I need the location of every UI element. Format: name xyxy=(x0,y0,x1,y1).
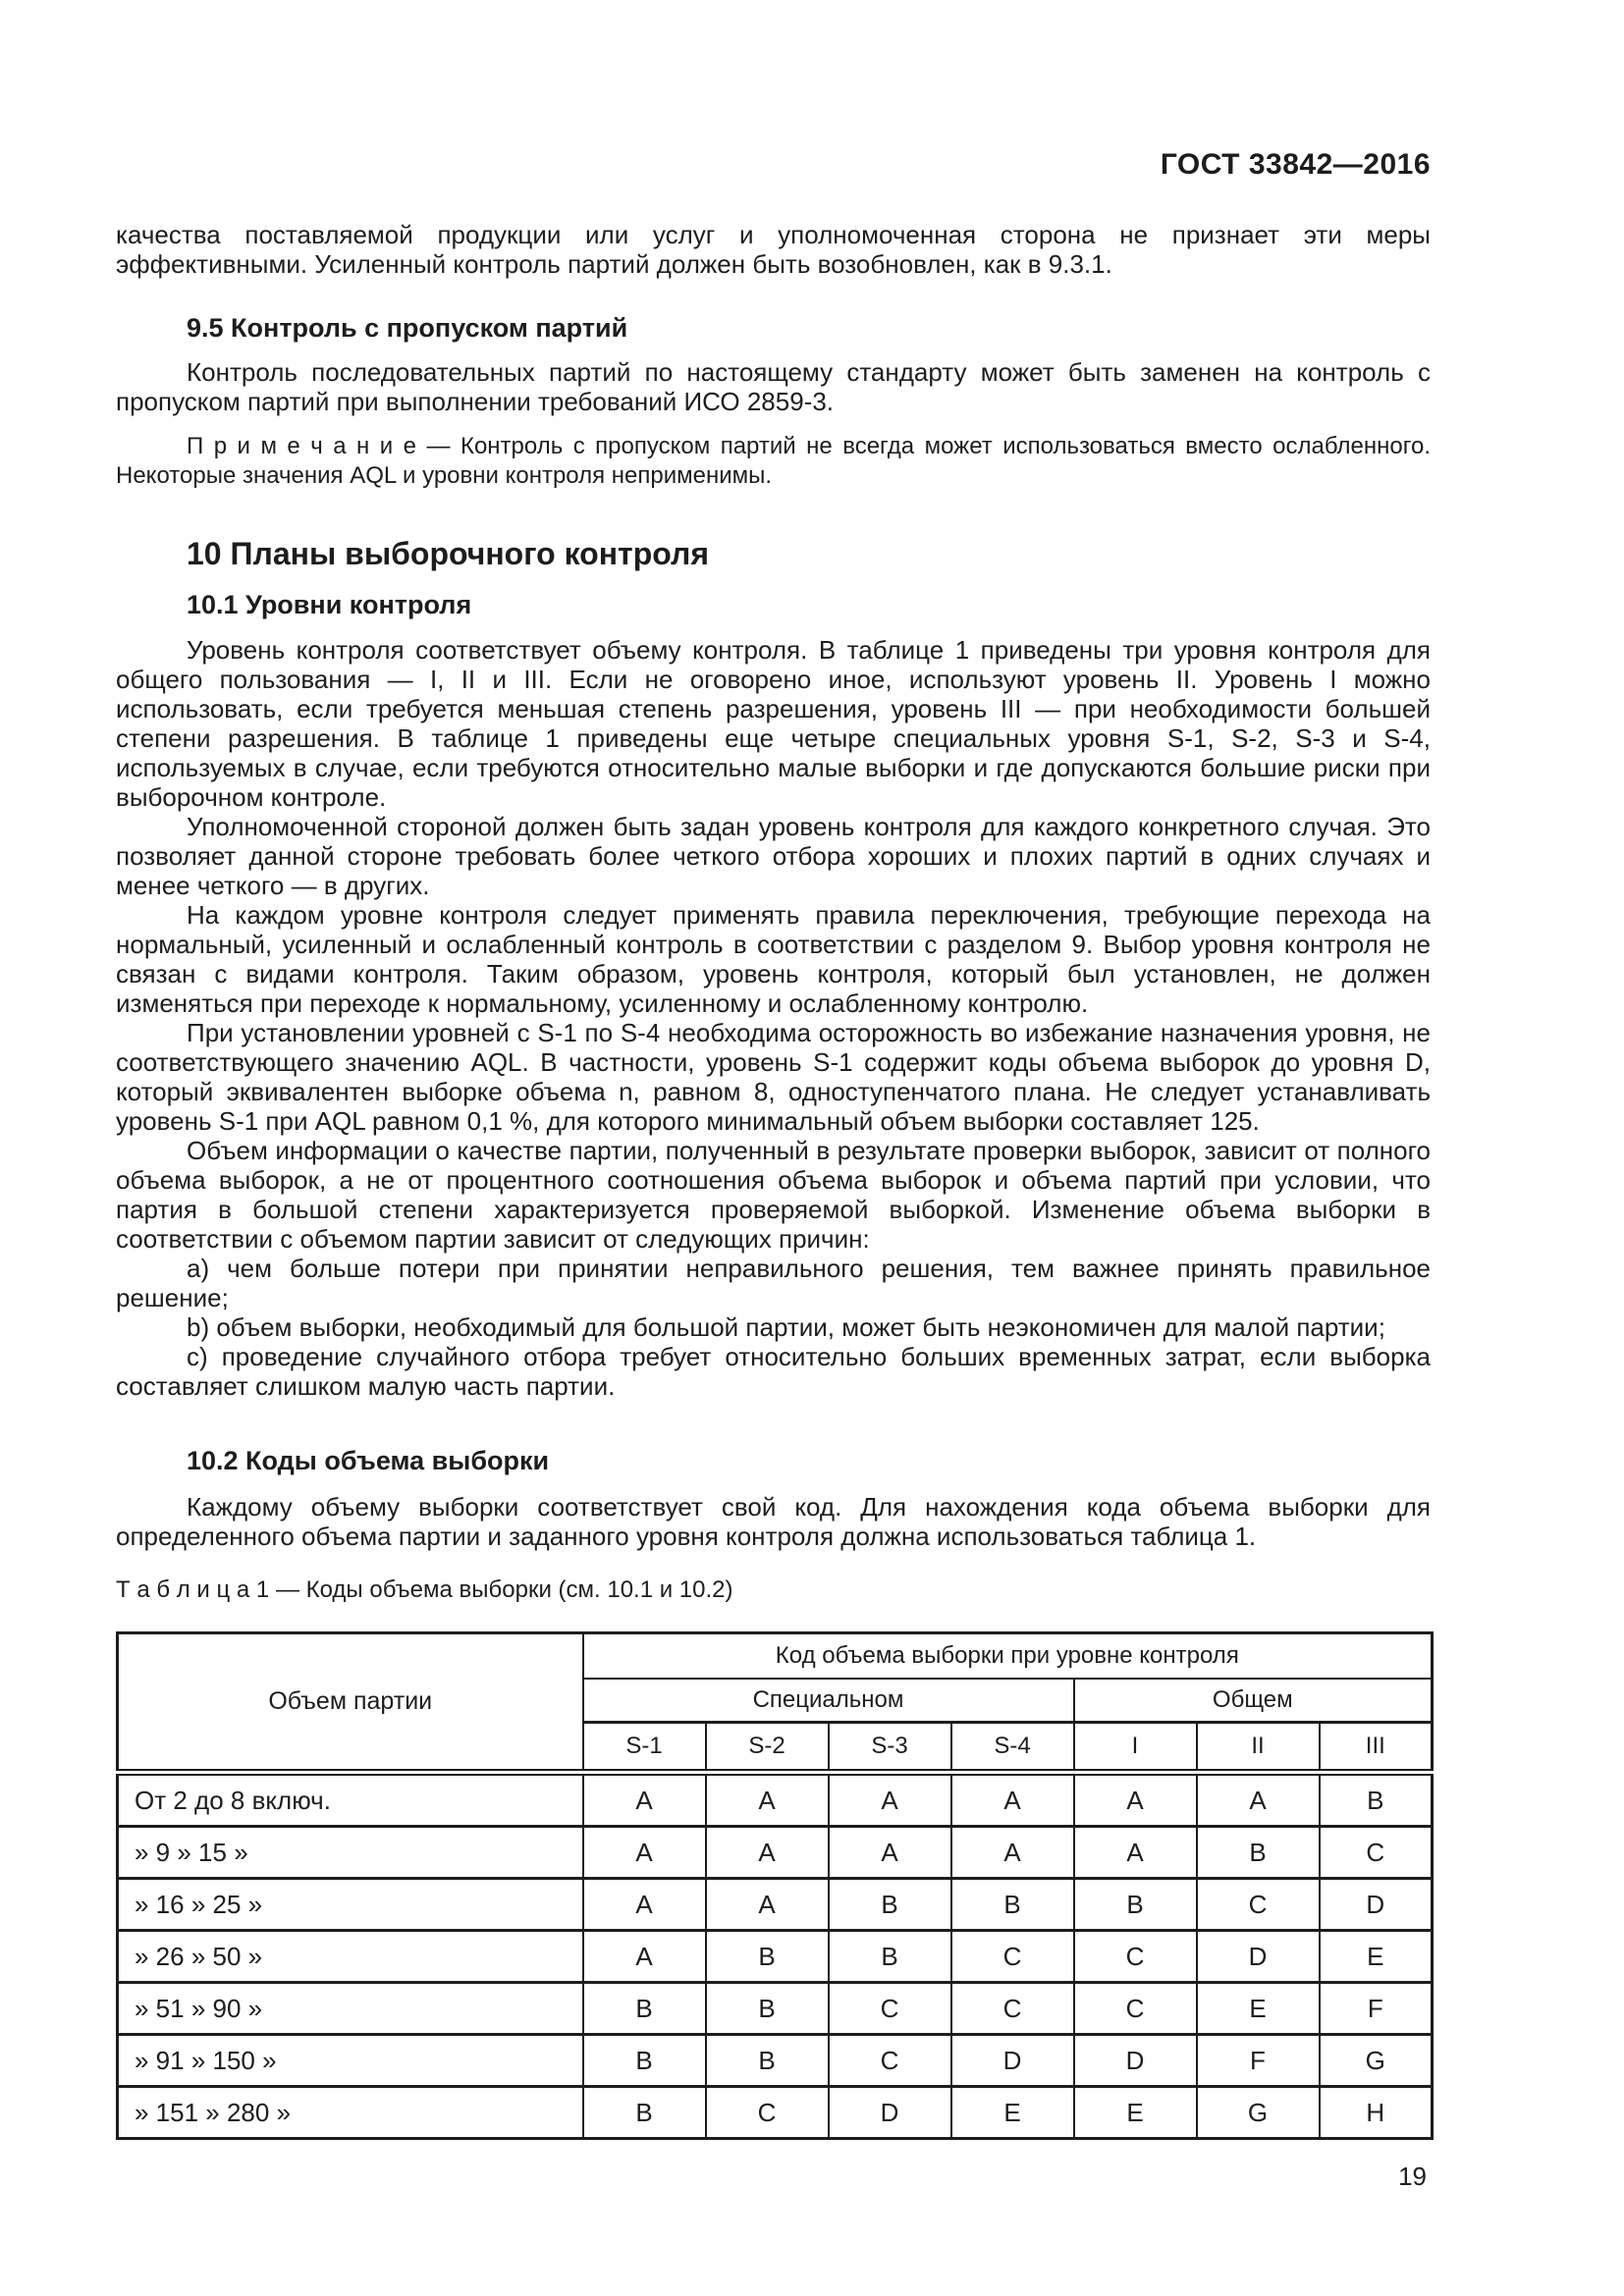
lot-size-cell: » 9 » 15 » xyxy=(118,1827,583,1879)
code-cell: B xyxy=(583,1983,706,2035)
code-cell: C xyxy=(829,2035,951,2087)
table-header-level: II xyxy=(1197,1723,1320,1773)
code-cell: B xyxy=(1074,1879,1197,1931)
code-cell: B xyxy=(706,1931,829,1983)
paragraph-continuation: качества поставляемой продукции или услуг и уполномоченная сторона не признает эти меры эффективными. Усиленный контроль партий должен быть возобновлен, как в 9.3.1. xyxy=(116,220,1431,279)
list-item-b: b) объем выборки, необходимый для большой партии, может быть неэкономичен для малой партии; xyxy=(187,1312,1385,1342)
code-cell: A xyxy=(829,1827,951,1879)
code-cell: D xyxy=(1197,1931,1320,1983)
table-header-lot-size: Объем партии xyxy=(118,1633,583,1773)
heading-10-1: 10.1 Уровни контроля xyxy=(187,590,472,619)
code-cell: B xyxy=(706,2035,829,2087)
table-sample-size-codes xyxy=(116,1631,1434,2140)
code-cell: B xyxy=(1197,1827,1320,1879)
table-caption: Т а б л и ц а 1 — Коды объема выборки (см. 10.1 и 10.2) xyxy=(116,1576,733,1603)
code-cell: B xyxy=(583,2087,706,2139)
table-row xyxy=(118,1773,1433,1827)
page-number: 19 xyxy=(1398,2162,1427,2191)
code-cell: F xyxy=(1197,2035,1320,2087)
code-cell: A xyxy=(583,1773,706,1827)
heading-9-5: 9.5 Контроль с пропуском партий xyxy=(187,313,628,343)
code-cell: A xyxy=(706,1879,829,1931)
code-cell: C xyxy=(951,1983,1074,2035)
list-item-a: a) чем больше потери при принятии неправильного решения, тем важнее принять правильное решение; xyxy=(116,1254,1431,1312)
code-cell: G xyxy=(1320,2035,1433,2087)
table-header-general: Общем xyxy=(1074,1679,1433,1723)
code-cell: C xyxy=(1074,1931,1197,1983)
lot-size-cell: От 2 до 8 включ. xyxy=(118,1773,583,1827)
table-header-level: I xyxy=(1074,1723,1197,1773)
code-cell: B xyxy=(951,1879,1074,1931)
lot-size-cell: » 151 » 280 » xyxy=(118,2087,583,2139)
table-row xyxy=(118,1827,1433,1879)
table-header-level: S-1 xyxy=(583,1723,706,1773)
lot-size-cell: » 51 » 90 » xyxy=(118,1983,583,2035)
code-cell: C xyxy=(951,1931,1074,1983)
code-cell: C xyxy=(1074,1983,1197,2035)
table-header-level: S-4 xyxy=(951,1723,1074,1773)
paragraph-10-1-b: Уполномоченной стороной должен быть задан уровень контроля для каждого конкретного случая. Это позволяет данной стороне требовать более четкого отбора хороших и плохих партий в одних случаях и менее четкого — в других. xyxy=(116,812,1431,900)
table-header-code: Код объема выборки при уровне контроля xyxy=(583,1633,1433,1680)
lot-size-cell: » 16 » 25 » xyxy=(118,1879,583,1931)
code-cell: C xyxy=(1320,1827,1433,1879)
code-cell: B xyxy=(1320,1773,1433,1827)
code-cell: B xyxy=(583,2035,706,2087)
code-cell: H xyxy=(1320,2087,1433,2139)
code-cell: E xyxy=(951,2087,1074,2139)
code-cell: D xyxy=(829,2087,951,2139)
code-cell: A xyxy=(583,1931,706,1983)
code-cell: A xyxy=(951,1827,1074,1879)
code-cell: D xyxy=(951,2035,1074,2087)
table-row xyxy=(118,1983,1433,2035)
paragraph-10-2: Каждому объему выборки соответствует свой код. Для нахождения кода объема выборки для определенного объема партии и заданного уровня контроля должна использоваться таблица 1. xyxy=(116,1492,1431,1551)
table-row xyxy=(118,1879,1433,1931)
paragraph-10-1-a: Уровень контроля соответствует объему контроля. В таблице 1 приведены три уровня контроля для общего пользования — I, II и III. Если не оговорено иное, используют уровень II. Уровень I можно использовать, если требуется меньшая степень разрешения, уровень III — при необходимости большей степени разрешения. В таблице 1 приведены еще четыре специальных уровня S-1, S-2, S-3 и S-4, используемых в случае, если требуются относительно малые выборки и где допускаются большие риски при выборочном контроле. xyxy=(116,635,1431,812)
heading-10: 10 Планы выборочного контроля xyxy=(187,536,709,571)
code-cell: A xyxy=(1074,1773,1197,1827)
table-header-level: S-2 xyxy=(706,1723,829,1773)
table-row xyxy=(118,2035,1433,2087)
code-cell: C xyxy=(1197,1879,1320,1931)
lot-size-cell: » 91 » 150 » xyxy=(118,2035,583,2087)
lot-size-cell: » 26 » 50 » xyxy=(118,1931,583,1983)
page-content xyxy=(116,147,1431,2191)
code-cell: B xyxy=(829,1931,951,1983)
code-cell: C xyxy=(706,2087,829,2139)
code-cell: G xyxy=(1197,2087,1320,2139)
table-header-special: Специальном xyxy=(583,1679,1074,1723)
table-row xyxy=(118,2087,1433,2139)
code-cell: A xyxy=(1074,1827,1197,1879)
code-cell: E xyxy=(1074,2087,1197,2139)
code-cell: A xyxy=(706,1827,829,1879)
table-row xyxy=(118,1931,1433,1983)
code-cell: E xyxy=(1197,1983,1320,2035)
code-cell: A xyxy=(829,1773,951,1827)
paragraph-10-1-c: На каждом уровне контроля следует применять правила переключения, требующие перехода на нормальный, усиленный и ослабленный контроль в соответствии с разделом 9. Выбор уровня контроля не связан с видами контроля. Таким образом, уровень контроля, который был установлен, не должен изменяться при переходе к нормальному, усиленному и ослабленному контролю. xyxy=(116,900,1431,1018)
code-cell: A xyxy=(951,1773,1074,1827)
list-item-c: c) проведение случайного отбора требует относительно больших временных затрат, если выборка составляет слишком малую часть партии. xyxy=(116,1342,1431,1401)
code-cell: E xyxy=(1320,1931,1433,1983)
doc-number: ГОСТ 33842—2016 xyxy=(1160,148,1431,181)
code-cell: D xyxy=(1320,1879,1433,1931)
code-cell: F xyxy=(1320,1983,1433,2035)
code-cell: B xyxy=(829,1879,951,1931)
code-cell: A xyxy=(1197,1773,1320,1827)
paragraph-10-1-e: Объем информации о качестве партии, полученный в результате проверки выборок, зависит от полного объема выборок, а не от процентного соотношения объема выборок и объема партий при условии, что партия в большой степени характеризуется проверяемой выборкой. Изменение объема выборки в соответствии с объемом партии зависит от следующих причин: xyxy=(116,1136,1431,1254)
code-cell: A xyxy=(583,1879,706,1931)
heading-10-2: 10.2 Коды объема выборки xyxy=(187,1446,550,1475)
paragraph-10-1-d: При установлении уровней с S-1 по S-4 необходима осторожность во избежание назначения уровня, не соответствующего значению AQL. В частности, уровень S-1 содержит коды объема выборок до уровня D, который эквивалентен выборке объема n, равном 8, одноступенчатого плана. Не следует устанавливать уровень S-1 при AQL равном 0,1 %, для которого минимальный объем выборки составляет 125. xyxy=(116,1018,1431,1136)
code-cell: A xyxy=(583,1827,706,1879)
note-9-5: П р и м е ч а н и е — Контроль с пропуском партий не всегда может использоваться вместо ослабленного. Некоторые значения AQL и уровни контроля неприменимы. xyxy=(116,433,1431,489)
table-header-level: S-3 xyxy=(829,1723,951,1773)
code-cell: B xyxy=(706,1983,829,2035)
code-cell: D xyxy=(1074,2035,1197,2087)
code-cell: C xyxy=(829,1983,951,2035)
code-cell: A xyxy=(706,1773,829,1827)
table-header-level: III xyxy=(1320,1723,1433,1773)
paragraph-9-5: Контроль последовательных партий по настоящему стандарту может быть заменен на контроль с пропуском партий при выполнении требований ИСО 2859-3. xyxy=(116,357,1431,416)
